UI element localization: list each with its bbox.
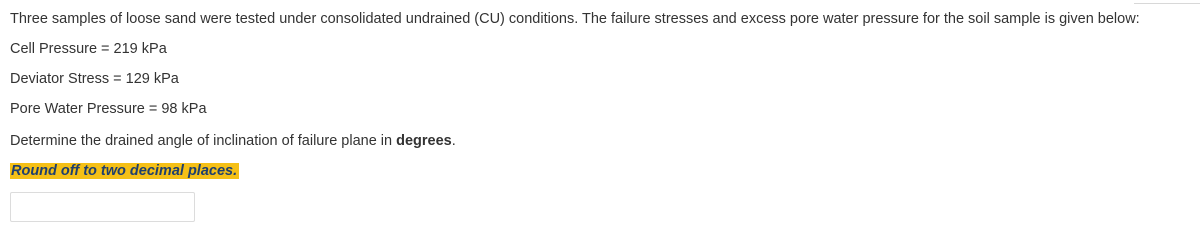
- pore-water-pressure-text: Pore Water Pressure = 98 kPa: [10, 101, 207, 117]
- deviator-stress-text: Deviator Stress = 129 kPa: [10, 71, 179, 87]
- question-intro: Three samples of loose sand were tested under consolidated undrained (CU) conditions. The failure stresses and excess pore water pressure for the soil sample is given below:: [10, 11, 1140, 27]
- cell-pressure-text: Cell Pressure = 219 kPa: [10, 41, 167, 57]
- question-prompt: [10, 132, 456, 150]
- question-prompt-unit: degrees: [396, 133, 452, 149]
- rounding-instruction-line: [10, 162, 239, 180]
- answer-input[interactable]: [10, 192, 195, 222]
- question-prompt-suffix: .: [451, 133, 456, 149]
- question-prompt-prefix: Determine the drained angle of inclination of failure plane in: [10, 133, 397, 149]
- top-right-divider: [1134, 3, 1200, 4]
- rounding-instruction: Round off to two decimal places.: [11, 163, 238, 179]
